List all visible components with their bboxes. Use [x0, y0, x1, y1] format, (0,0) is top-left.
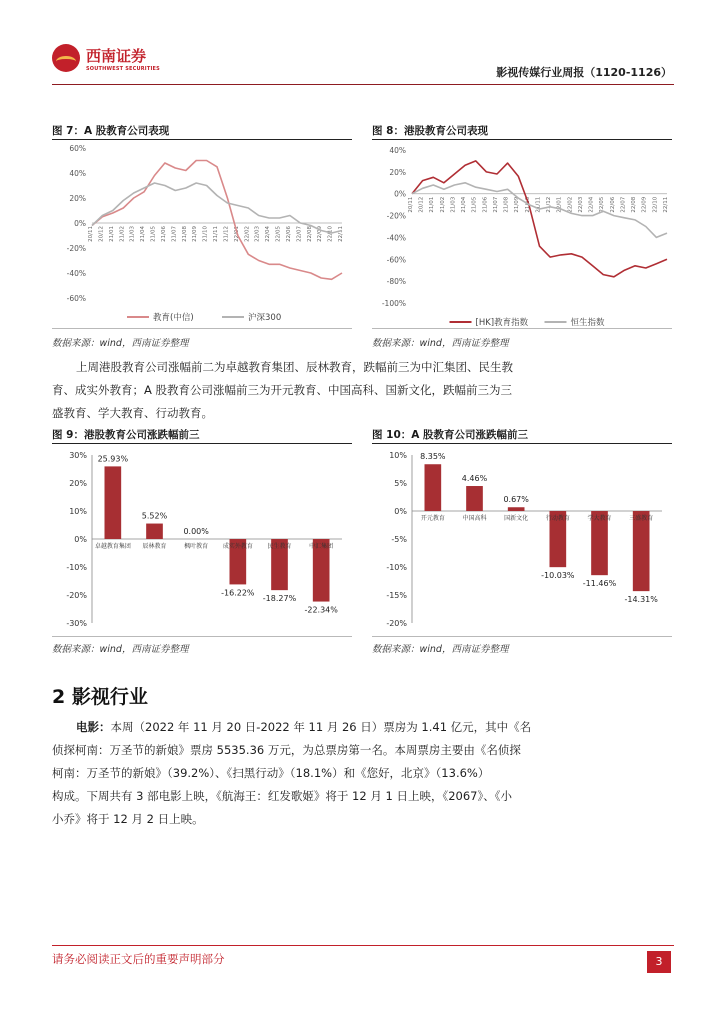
x-tick-label: 20/12 [98, 226, 105, 242]
x-tick-label: 21/11 [535, 196, 542, 213]
data-label: 0.00% [183, 527, 209, 536]
fig9-bottom-rule [52, 636, 352, 637]
x-tick-label: 22/02 [244, 226, 251, 242]
y-tick-label: -15% [386, 591, 407, 600]
x-tick-label: 21/10 [202, 226, 209, 242]
x-tick-label: 21/08 [181, 226, 188, 242]
fig7-top-rule [52, 139, 352, 140]
data-label: -16.22% [221, 588, 255, 598]
fig10-source: 数据来源：wind，西南证券整理 [372, 644, 509, 655]
fig8-bottom-rule [372, 328, 672, 329]
x-tick-label: 22/06 [609, 196, 616, 213]
y-tick-label: 10% [69, 507, 87, 516]
x-tick-label: 20/11 [88, 226, 94, 242]
y-tick-label: 20% [69, 194, 86, 203]
data-label: -18.27% [262, 594, 297, 604]
paragraph-line: 柯南：万圣节的新娘》（39.2%）、《扫黑行动》（18.1%）和《您好，北京》（13.6%） [52, 766, 490, 780]
x-tick-label: 21/11 [213, 226, 219, 242]
x-tick-label: 21/03 [450, 196, 457, 213]
fig8-top-rule [372, 139, 672, 140]
data-label: -10.03% [541, 571, 575, 581]
fig7-source: 数据来源：wind，西南证券整理 [52, 338, 189, 349]
bar [105, 466, 122, 539]
fig10-top-rule [372, 443, 672, 444]
x-tick-label: 21/06 [482, 196, 489, 213]
y-tick-label: 40% [389, 146, 406, 155]
fig7-title: 图 7：A 股教育公司表现 [52, 125, 170, 137]
x-tick-label: 20/11 [408, 196, 414, 213]
x-tick-label: 21/06 [160, 226, 167, 242]
film-label: 电影： [76, 720, 111, 734]
film-paragraph [52, 716, 672, 831]
x-tick-label: 21/03 [129, 226, 136, 242]
footer-divider [52, 945, 674, 946]
fig8-chart [372, 141, 672, 326]
x-tick-label: 22/05 [599, 196, 606, 213]
category-label: 中汇集团 [309, 543, 334, 550]
y-tick-label: 30% [69, 451, 87, 460]
fig9-title: 图 9：港股教育公司涨跌幅前三 [52, 429, 200, 441]
x-tick-label: 22/03 [578, 196, 584, 213]
category-label: 行动教育 [545, 515, 570, 522]
x-tick-label: 22/05 [275, 226, 282, 242]
x-tick-label: 22/02 [567, 196, 574, 213]
bar [425, 464, 442, 511]
category-label: 学大教育 [587, 515, 612, 522]
report-title: 影视传媒行业周报（1120-1126） [496, 66, 672, 79]
paragraph-line: 盛教育、学大教育、行动教育。 [52, 406, 213, 420]
y-tick-label: 0% [74, 535, 87, 544]
paragraph-line: 育、成实外教育；A 股教育公司涨幅前三为开元教育、中国高科、国新文化，跌幅前三为三 [52, 383, 513, 397]
x-tick-label: 22/07 [620, 196, 627, 213]
x-tick-label: 21/08 [503, 196, 510, 213]
category-label: 辰林教育 [142, 543, 167, 550]
y-tick-label: -20% [66, 244, 86, 253]
y-tick-label: -40% [386, 233, 406, 243]
category-label: 三盛教育 [629, 515, 654, 522]
x-tick-label: 21/09 [192, 226, 199, 242]
y-tick-label: -20% [386, 619, 407, 628]
x-tick-label: 21/07 [493, 196, 499, 213]
x-tick-label: 21/07 [171, 226, 178, 242]
x-tick-label: 21/02 [119, 226, 126, 242]
fig9-top-rule [52, 443, 352, 444]
x-tick-label: 21/04 [140, 226, 147, 242]
data-label: 5.52% [141, 511, 168, 521]
y-tick-label: -30% [66, 619, 87, 628]
data-label: -14.31% [624, 595, 658, 605]
x-tick-label: 21/02 [439, 196, 446, 213]
x-tick-label: 20/12 [418, 196, 425, 213]
company-logo [52, 44, 212, 78]
fig8-source: 数据来源：wind，西南证券整理 [372, 338, 509, 349]
y-tick-label: -40% [66, 269, 86, 278]
x-tick-label: 21/01 [108, 226, 115, 242]
logo-wave-icon [56, 56, 76, 67]
y-tick-label: 5% [394, 479, 407, 488]
x-tick-label: 22/10 [327, 226, 334, 242]
bar [466, 486, 483, 511]
data-label: -22.34% [304, 605, 338, 615]
data-label: 0.67% [503, 495, 529, 505]
fig10-title: 图 10：A 股教育公司涨跌幅前三 [372, 429, 529, 441]
category-label: 民生教育 [267, 543, 292, 550]
category-label: 开元教育 [420, 515, 445, 522]
x-tick-label: 22/11 [663, 196, 669, 213]
paragraph-line: 上周港股教育公司涨幅前二为卓越教育集团、辰林教育，跌幅前三为中汇集团、民生教 [76, 360, 513, 374]
category-label: 成实外教育 [222, 543, 253, 550]
x-tick-label: 21/12 [223, 226, 230, 242]
x-tick-label: 21/01 [429, 196, 436, 213]
y-tick-label: 20% [389, 167, 406, 177]
fig7-bottom-rule [52, 328, 352, 329]
category-label: 中国高科 [462, 515, 487, 522]
category-label: 国新文化 [504, 515, 529, 522]
paragraph-line: 侦探柯南：万圣节的新娘》票房 5535.36 万元，为总票房第一名。本周票房主要由《名侦探 [52, 743, 521, 757]
bar [146, 524, 163, 539]
y-tick-label: 40% [69, 169, 86, 178]
x-tick-label: 22/07 [296, 225, 303, 242]
y-tick-label: -60% [66, 294, 86, 303]
category-label: 卓越教育集团 [94, 543, 131, 550]
y-tick-label: 0% [394, 507, 407, 516]
logo-english-name: SOUTHWEST SECURITIES [86, 66, 160, 72]
fig10-chart [372, 445, 672, 633]
x-tick-label: 21/04 [461, 196, 468, 213]
x-tick-label: 21/09 [514, 196, 521, 213]
fig9-source: 数据来源：wind，西南证券整理 [52, 644, 189, 655]
y-tick-label: -10% [386, 563, 407, 572]
bar [508, 507, 525, 511]
category-label: 枫叶教育 [184, 543, 209, 550]
fig9-chart [52, 445, 352, 633]
legend-label: [HK]教育指数 [475, 318, 529, 326]
page-number: 3 [647, 951, 671, 973]
data-label: 25.93% [97, 454, 129, 464]
x-tick-label: 22/11 [338, 226, 344, 242]
bar [633, 511, 650, 591]
x-tick-label: 22/01 [556, 196, 563, 213]
legend-label: 沪深300 [248, 313, 282, 323]
y-tick-label: 10% [389, 451, 407, 460]
x-tick-label: 22/04 [588, 196, 595, 213]
x-tick-label: 22/03 [254, 226, 261, 242]
x-tick-label: 22/08 [631, 196, 638, 213]
series-line [92, 183, 342, 233]
y-tick-label: -100% [381, 299, 406, 308]
x-tick-label: 22/04 [265, 226, 272, 242]
x-tick-label: 22/06 [285, 226, 292, 242]
y-tick-label: -5% [391, 535, 407, 544]
legend-label: 恒生指数 [570, 318, 605, 326]
x-tick-label: 22/09 [641, 196, 648, 213]
legend-label: 教育(中信) [153, 313, 194, 323]
x-tick-label: 21/12 [546, 196, 553, 213]
fig8-title: 图 8：港股教育公司表现 [372, 125, 488, 137]
education-summary-paragraph [52, 356, 672, 425]
fig10-bottom-rule [372, 636, 672, 637]
section-title: 2 影视行业 [52, 686, 148, 708]
series-line [92, 161, 342, 280]
y-tick-label: 20% [69, 479, 87, 488]
x-tick-label: 22/08 [306, 226, 313, 242]
paragraph-line [52, 716, 672, 739]
header-divider [52, 84, 674, 85]
x-tick-label: 21/10 [524, 196, 531, 213]
x-tick-label: 22/09 [317, 226, 324, 242]
footer-disclaimer: 请务必阅读正文后的重要声明部分 [52, 952, 225, 966]
y-tick-label: -80% [386, 277, 406, 287]
y-tick-label: 0% [74, 219, 86, 228]
x-tick-label: 21/05 [471, 196, 478, 213]
y-tick-label: -10% [66, 563, 87, 572]
logo-chinese-name: 西南证券 [86, 47, 147, 65]
film-first-line: 本周（2022 年 11 月 20 日-2022 年 11 月 26 日）票房为 1.41 亿元，其中《名 [110, 720, 532, 734]
y-tick-label: -20% [386, 211, 406, 221]
fig7-chart [52, 141, 352, 326]
paragraph-line: 构成。下周共有 3 部电影上映，《航海王：红发歌姬》将于 12 月 1 日上映，《2067》、《小 [52, 789, 512, 803]
y-tick-label: 60% [69, 144, 86, 153]
x-tick-label: 21/05 [150, 226, 157, 242]
x-tick-label: 22/01 [233, 226, 240, 242]
y-tick-label: -60% [386, 255, 406, 265]
data-label: 8.35% [420, 452, 446, 462]
x-tick-label: 22/10 [652, 196, 659, 213]
data-label: -11.46% [582, 579, 617, 589]
data-label: 4.46% [461, 474, 488, 484]
paragraph-line: 小乔》将于 12 月 2 日上映。 [52, 812, 204, 826]
y-tick-label: 0% [394, 189, 406, 199]
y-tick-label: -20% [66, 591, 87, 600]
